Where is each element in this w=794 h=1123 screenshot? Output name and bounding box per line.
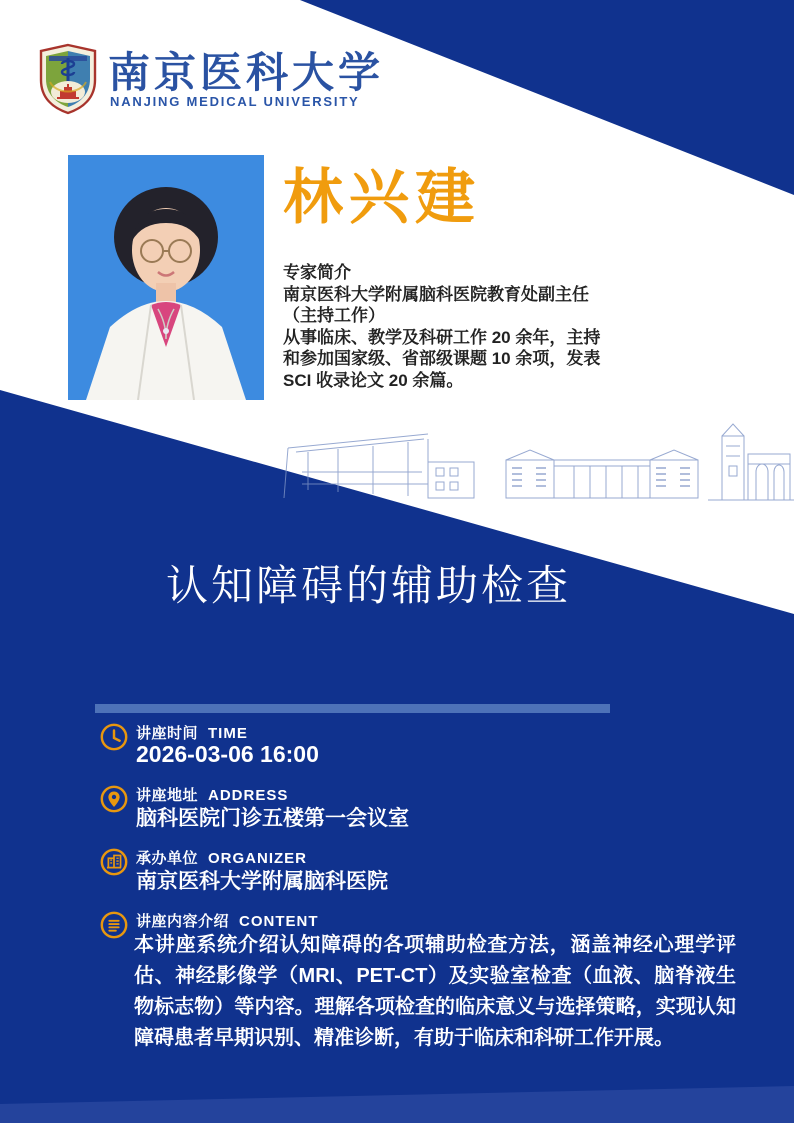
university-name-chinese: 南京医科大学 <box>108 51 385 97</box>
time-label-en: TIME <box>208 725 248 742</box>
content-label-cn: 讲座内容介绍 <box>136 913 230 930</box>
location-pin-icon <box>99 784 129 814</box>
building-icon <box>99 847 129 877</box>
university-name-english: NANJING MEDICAL UNIVERSITY <box>110 94 360 109</box>
content-label <box>136 910 319 931</box>
clock-icon <box>99 722 129 752</box>
university-emblem-icon <box>36 42 100 121</box>
speaker-name: 林兴建 <box>283 164 481 231</box>
list-icon <box>99 910 129 940</box>
intro-heading: 专家简介 <box>283 263 351 282</box>
lecture-title: 认知障碍的辅助检查 <box>166 562 572 609</box>
address-value: 脑科医院门诊五楼第一会议室 <box>136 807 409 830</box>
time-label-cn: 讲座时间 <box>136 725 199 742</box>
time-label <box>136 722 248 743</box>
organizer-value: 南京医科大学附属脑科医院 <box>136 870 388 893</box>
intro-line: （主持工作） <box>283 306 385 325</box>
speaker-photo <box>68 155 264 400</box>
address-label-cn: 讲座地址 <box>136 787 199 804</box>
intro-line: 南京医科大学附属脑科医院教育处副主任 <box>283 284 589 304</box>
campus-buildings-sketch <box>278 412 794 517</box>
organizer-label-en: ORGANIZER <box>208 850 308 867</box>
section-accent-bar <box>95 704 610 713</box>
intro-line: 和参加国家级、省部级课题 10 余项，发表 <box>283 349 601 368</box>
intro-line: 从事临床、教学及科研工作 20 余年，主持 <box>283 327 601 347</box>
content-label-en: CONTENT <box>239 913 319 930</box>
speaker-introduction <box>283 262 713 391</box>
content-paragraph: 本讲座系统介绍认知障碍的各项辅助检查方法，涵盖神经心理学评估、神经影像学（MRI、PET-CT）及实验室检查（血液、脑脊液生物标志物）等内容。理解各项检查的临床意义与选择策略，实现认知障碍患者早期识别、精准诊断，有助于临床和科研工作开展。 <box>134 934 736 1049</box>
time-value: 2026-03-06 16:00 <box>136 741 319 767</box>
organizer-label-cn: 承办单位 <box>136 850 199 867</box>
intro-line: SCI 收录论文 20 余篇。 <box>283 370 464 390</box>
address-label-en: ADDRESS <box>208 787 289 804</box>
